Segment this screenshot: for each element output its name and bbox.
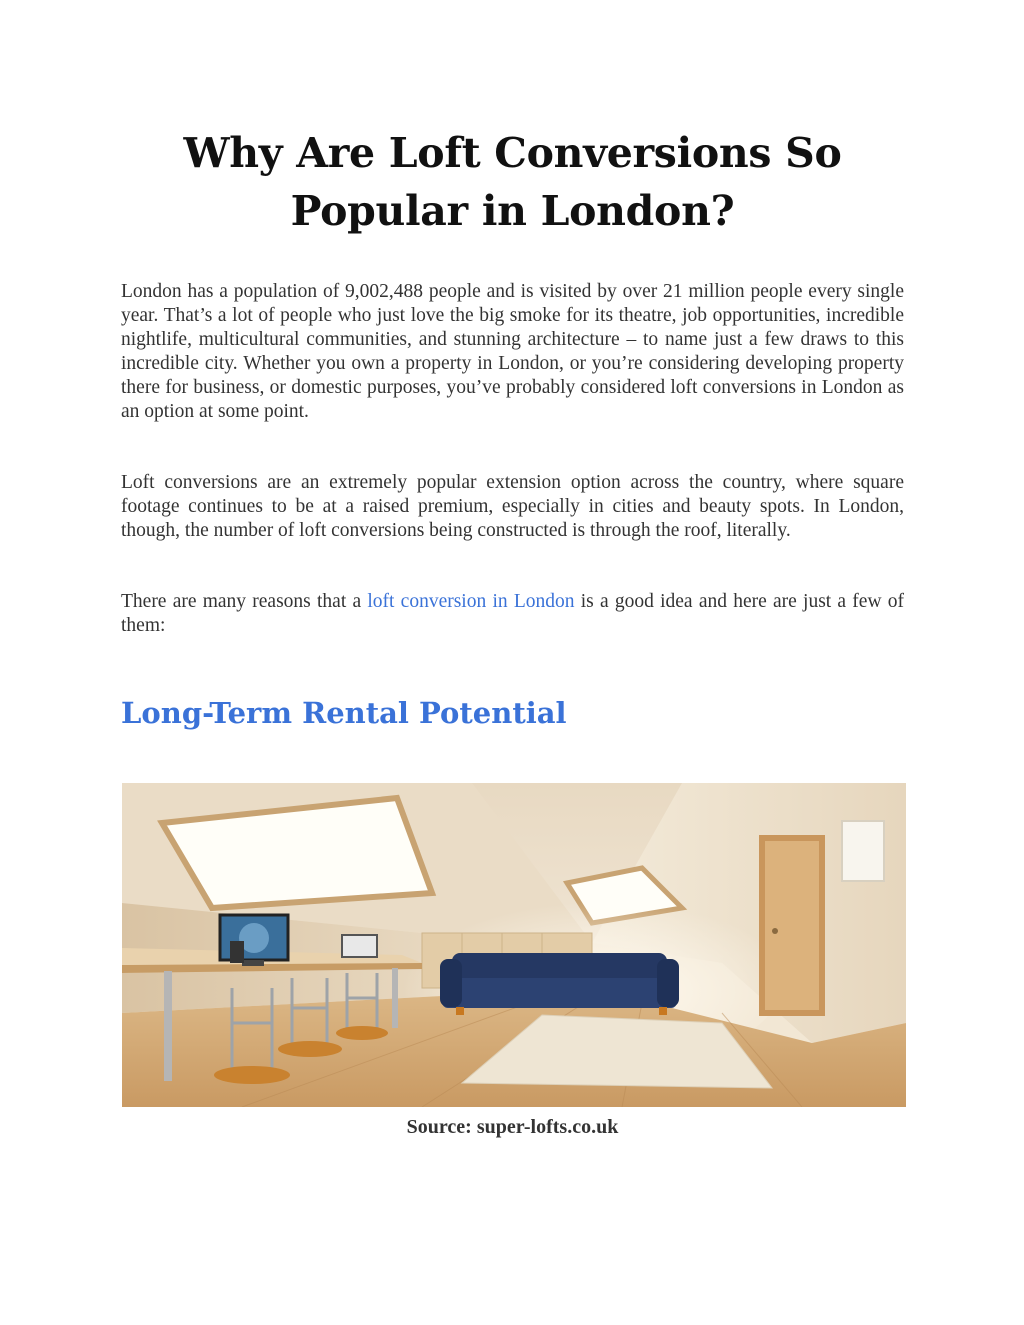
second-paragraph: Loft conversions are an extremely popular extension option across the country, where square footage continues to be at a raised premium, especially in cities and beauty spots. In London, though, the number of loft conversions being constructed is through the roof, literally.	[121, 472, 904, 541]
loft-illustration	[122, 783, 906, 1107]
article-title: Why Are Loft Conversions So Popular in London?	[183, 129, 842, 235]
third-paragraph-end: is a good idea and here are just a few of them:	[121, 591, 905, 636]
third-paragraph-start: There are many reasons that a	[121, 591, 368, 612]
image-caption: Source: super-lofts.co.uk	[406, 1116, 619, 1138]
intro-paragraph: London has a population of 9,002,488 people and is visited by over 21 million people every single year. That’s a lot of people who just love the big smoke for its theatre, job opportunities, incredible nightlife, multicultural communities, and stunning architecture – to name just a few draws to this incredible city. Whether you own a property in London, or you’re considering developing property there for business, or domestic purposes, you’ve probably considered loft conversions in London as an option at some point.	[121, 281, 904, 422]
loft-interior-photo	[122, 783, 906, 1107]
loft-conversion-london-link[interactable]: loft conversion in London	[367, 591, 575, 612]
third-paragraph	[121, 590, 904, 638]
section-heading: Long-Term Rental Potential	[121, 696, 567, 730]
